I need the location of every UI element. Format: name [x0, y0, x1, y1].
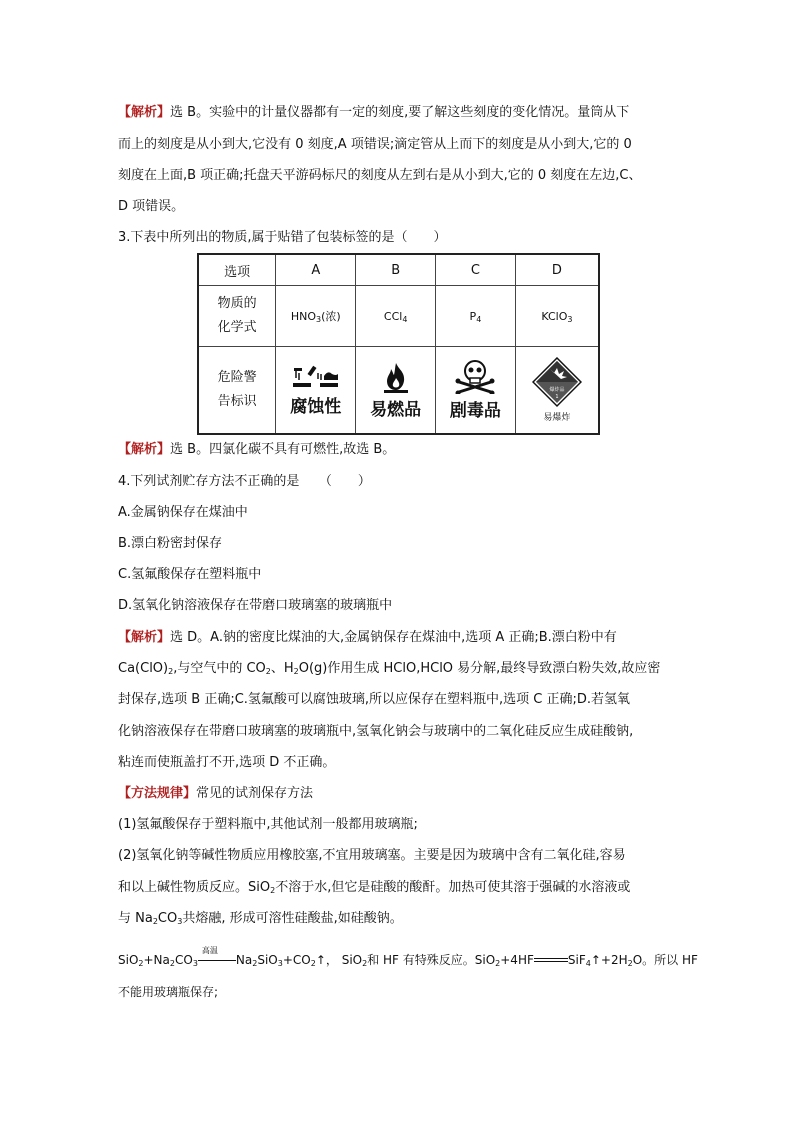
formula-caclo: Ca(ClO) — [118, 661, 169, 676]
method-item-2-line-3 — [118, 911, 403, 927]
formula-a-sub: 3 — [316, 315, 322, 324]
formula-d — [515, 286, 599, 347]
header-cell-b: B — [356, 254, 436, 286]
text: 共熔融, 形成可溶性硅酸盐,如硅酸钠。 — [182, 911, 403, 926]
row-label-hazard-2: 告标识 — [217, 394, 257, 409]
eq-part: +Na — [143, 953, 170, 967]
analysis-4-line-2 — [118, 661, 660, 677]
eq-part: CO — [174, 953, 193, 967]
analysis-1-text-1: 选 B。实验中的计量仪器都有一定的刻度,要了解这些刻度的变化情况。量筒从下 — [170, 105, 630, 120]
analysis-tag: 【解析】 — [118, 105, 171, 120]
sub: 2 — [362, 959, 368, 968]
method-last-line: 不能用玻璃瓶保存; — [118, 985, 219, 999]
analysis-3 — [118, 442, 395, 458]
method-tag: 【方法规律】 — [118, 786, 197, 801]
method-title: 常见的试剂保存方法 — [196, 786, 314, 801]
analysis-1-line-4: D 项错误。 — [118, 199, 185, 214]
hazard-explosive-cell — [515, 347, 599, 435]
question-3-text: 3.下表中所列出的物质,属于贴错了包装标签的是（ ） — [118, 230, 447, 245]
question-4-option-d: D.氢氧化钠溶液保存在带磨口玻璃塞的玻璃瓶中 — [118, 598, 393, 613]
analysis-4-text-1: 选 D。A.钠的密度比煤油的大,金属钠保存在煤油中,选项 A 正确;B.漂白粉中有 — [170, 630, 617, 645]
equals-sign — [534, 952, 568, 966]
skull-crossbones-icon — [455, 360, 495, 394]
formula-d-sub: 3 — [567, 314, 573, 324]
analysis-4-line-5: 粘连而使瓶盖打不开,选项 D 不正确。 — [118, 755, 336, 770]
table-row-formula — [198, 286, 599, 347]
sub: 3 — [277, 959, 283, 968]
eq-part: SiF — [567, 953, 586, 967]
text: CO — [157, 911, 178, 926]
text: 不溶于水,但它是硅酸的酸酐。加热可使其溶于强碱的水溶液或 — [275, 880, 631, 895]
hazard-label-corrosive: 腐蚀性 — [290, 396, 342, 417]
eq-part: +2H — [600, 953, 628, 967]
formula-a — [276, 286, 356, 347]
analysis-1-line-2: 而上的刻度是从小到大,它没有 0 刻度,A 项错误;滴定管从上而下的刻度是从小到大,它的 0 — [118, 137, 632, 152]
sub: 3 — [192, 959, 198, 968]
sub: 2 — [627, 959, 633, 968]
eq-part: Na — [235, 953, 253, 967]
formula-a-main: HNO — [290, 310, 317, 323]
row-label-formula — [198, 286, 276, 347]
corrosive-icon — [292, 364, 340, 390]
row-label-formula-1: 物质的 — [217, 296, 257, 311]
analysis-1-line-3: 刻度在上面,B 项正确;托盘天平游码标尺的刻度从左到右是从小到大,它的 0 刻度在左边,C、 — [118, 168, 642, 183]
formula-d-main: KClO — [541, 309, 568, 323]
text: 与 Na — [118, 911, 153, 926]
text: 和以上碱性物质反应。SiO — [118, 880, 271, 895]
formula-b-sub: 4 — [402, 314, 408, 324]
sub: 2 — [152, 917, 158, 926]
eq-part: 和 HF 有特殊反应。SiO — [367, 953, 496, 967]
sub: 2 — [138, 959, 144, 968]
gas-arrow: ↑ — [315, 953, 326, 967]
formula-b-main: CCl — [383, 309, 403, 323]
hazard-toxic-cell — [435, 347, 515, 435]
question-4-option-a: A.金属钠保存在煤油中 — [118, 505, 248, 520]
row-label-formula-2: 化学式 — [217, 320, 257, 335]
sub: 3 — [177, 917, 183, 926]
chemical-equation-line — [118, 946, 698, 968]
header-cell-d: D — [515, 254, 599, 286]
question-4-option-c: C.氢氟酸保存在塑料瓶中 — [118, 567, 262, 582]
sub: 4 — [585, 959, 591, 968]
hazard-corrosive-cell — [276, 347, 356, 435]
eq-part: ， SiO — [325, 953, 363, 967]
header-cell-c: C — [435, 254, 515, 286]
eq-part: +CO — [282, 953, 311, 967]
flame-icon — [381, 361, 411, 393]
method-item-2-line-2 — [118, 880, 630, 896]
row-label-hazard-1: 危险警 — [217, 370, 257, 385]
table-row-hazard — [198, 347, 599, 435]
sub: 2 — [270, 886, 276, 895]
sub: 2 — [169, 959, 175, 968]
formula-b — [356, 286, 436, 347]
question-4-text: 4.下列试剂贮存方法不正确的是 （ ） — [118, 474, 371, 489]
hazard-label-table — [197, 253, 600, 435]
eq-part: O。所以 HF — [632, 953, 698, 967]
explosive-class-number: 1 — [555, 394, 559, 400]
method-item-1: (1)氢氟酸保存于塑料瓶中,其他试剂一般都用玻璃瓶; — [118, 817, 418, 832]
formula-a-tail: (浓) — [321, 310, 341, 323]
sub: 2 — [168, 667, 174, 676]
formula-c — [435, 286, 515, 347]
hazard-flammable-cell — [356, 347, 436, 435]
sub: 2 — [265, 667, 271, 676]
analysis-tag: 【解析】 — [118, 630, 171, 645]
hazard-label-toxic: 剧毒品 — [449, 400, 501, 421]
reaction-condition-arrow — [198, 946, 236, 966]
text: 、H — [270, 661, 294, 676]
table-header-row — [198, 254, 599, 286]
question-4-option-b: B.漂白粉密封保存 — [118, 536, 223, 551]
eq-part: SiO — [118, 953, 139, 967]
sub: 2 — [310, 959, 316, 968]
explosive-inner-text: 爆炸品 — [549, 387, 565, 393]
analysis-1-line-1 — [118, 105, 629, 121]
analysis-4-line-3: 封保存,选项 B 正确;C.氢氟酸可以腐蚀玻璃,所以应保存在塑料瓶中,选项 C 正确;D.若氢氧 — [118, 692, 631, 707]
method-item-2-line-1: (2)氢氧化钠等碱性物质应用橡胶塞,不宜用玻璃塞。主要是因为玻璃中含有二氧化硅,容易 — [118, 848, 626, 863]
gas-arrow: ↑ — [590, 953, 601, 967]
text: O(g)作用生成 HClO,HClO 易分解,最终导致漂白粉失效,故应密 — [298, 661, 661, 676]
hazard-label-flammable: 易燃品 — [370, 399, 422, 420]
header-cell-a: A — [276, 254, 356, 286]
analysis-tag: 【解析】 — [118, 442, 171, 457]
analysis-3-text: 选 B。四氯化碳不具有可燃性,故选 B。 — [170, 442, 396, 457]
analysis-4-line-1 — [118, 630, 617, 646]
formula-c-sub: 4 — [476, 314, 482, 324]
eq-part: SiO — [257, 953, 278, 967]
text: ,与空气中的 CO — [173, 661, 266, 676]
reaction-condition: 高温 — [201, 946, 218, 955]
sub: 2 — [293, 667, 299, 676]
sub: 2 — [252, 959, 258, 968]
sub: 2 — [495, 959, 501, 968]
header-cell-option: 选项 — [198, 254, 276, 286]
eq-part: +4HF — [500, 953, 534, 967]
row-label-hazard — [198, 347, 276, 435]
method-heading — [118, 786, 313, 802]
hazard-label-explosive: 易爆炸 — [543, 413, 571, 423]
analysis-4-line-4: 化钠溶液保存在带磨口玻璃塞的玻璃瓶中,氢氧化钠会与玻璃中的二氧化硅反应生成硅酸钠, — [118, 724, 634, 739]
formula-c-main: P — [469, 309, 477, 323]
explosive-diamond-icon — [532, 357, 582, 409]
